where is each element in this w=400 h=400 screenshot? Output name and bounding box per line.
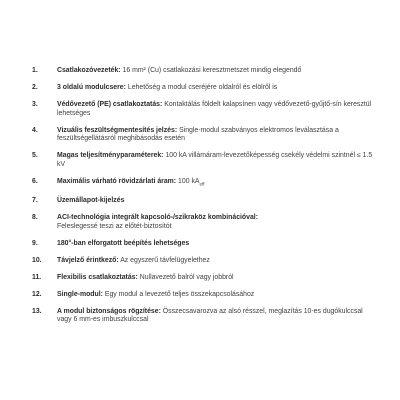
item-body (57, 197, 377, 206)
item-text: Lehetőség a modul cseréjére oldalról és elölről is (127, 83, 278, 91)
item-title: 180°-ban elforgatott beépítés lehetséges (57, 239, 190, 247)
item-number: 6. (32, 177, 38, 185)
item-number: 1. (32, 67, 38, 74)
item-number: 8. (32, 214, 38, 222)
list-item (32, 308, 377, 325)
item-title: Single-modul: (57, 290, 103, 298)
item-body (57, 214, 377, 231)
list-item (32, 257, 377, 266)
item-number: 13. (32, 307, 42, 315)
item-body (57, 178, 377, 189)
item-body (57, 101, 377, 118)
item-title: 3 oldalú modulcsere: (57, 83, 126, 91)
item-text: Egy modul a levezető teljes összekapcsolásához (104, 290, 255, 298)
list-item (32, 84, 377, 93)
item-text: Nullavezető balról vagy jobbról (139, 273, 234, 281)
item-text: 100 kA (178, 177, 200, 185)
item-title: Védővezető (PE) csatlakoztatás: (57, 100, 163, 108)
item-title: Maximális várható rövidzárlati áram: (57, 177, 177, 185)
item-title: ACI-technológia integrált kapcsoló-/szikraköz kombinációval: (57, 214, 259, 222)
item-number: 7. (32, 197, 38, 205)
list-item (32, 197, 377, 206)
item-body (57, 84, 377, 93)
item-body (57, 127, 377, 144)
item-title: Flexibilis csatlakoztatás: (57, 273, 138, 281)
list-item (32, 274, 377, 283)
item-text: Összecsavarozva az alsó résszel, meglazítás 10-es dugókulccsal vagy 6 mm-es imbuszkulccsal (57, 307, 363, 324)
item-number: 4. (32, 126, 38, 134)
item-text: 16 mm² (Cu) csatlakozási keresztmetszet mindig elegendő (122, 67, 302, 74)
item-title: Üzemállapot-kijelzés (57, 197, 125, 205)
item-title: Távjelző érintkező: (57, 256, 119, 264)
item-text: Kontaktálás földelt kalapsínen vagy védővezető-gyűjtő-sín keresztül lehetséges (57, 100, 372, 117)
item-text-subscript: eff (199, 181, 205, 187)
list-item (32, 214, 377, 231)
item-number: 10. (32, 256, 42, 264)
item-body (57, 152, 377, 169)
list-item (32, 178, 377, 189)
list-item (32, 67, 377, 76)
list-item (32, 240, 377, 249)
item-body (57, 308, 377, 325)
item-title: A modul biztonságos rögzítése: (57, 307, 161, 315)
item-text: Single-modul szabványos elektromos leválasztása a feszültségellátásról meghibásodás esetén (57, 126, 339, 143)
item-number: 5. (32, 152, 38, 160)
list-item (32, 291, 377, 300)
item-text: 100 kA villámáram-levezetőképesség csekély védelmi szintnél ≤ 1.5 kV (57, 152, 373, 168)
item-body (57, 257, 377, 266)
item-number: 3. (32, 100, 38, 108)
item-number: 12. (32, 290, 42, 298)
item-title: Magas teljesítményparaméterek: (57, 152, 164, 160)
item-text: Feleslegessé teszi az előtét-biztosítót (57, 222, 172, 230)
item-number: 2. (32, 83, 38, 91)
item-number: 9. (32, 239, 38, 247)
item-body (57, 67, 377, 76)
list-item (32, 101, 377, 118)
item-text: Az egyszerű távfelügyelethez (120, 256, 210, 264)
item-body (57, 274, 377, 283)
item-body (57, 291, 377, 300)
list-item (32, 152, 377, 169)
item-title: Vizuális feszültségmentesítés jelzés: (57, 126, 178, 134)
item-body (57, 240, 377, 249)
list-item (32, 127, 377, 144)
feature-list (32, 67, 377, 333)
item-number: 11. (32, 273, 42, 281)
item-title: Csatlakozóvezeték: (57, 67, 121, 74)
